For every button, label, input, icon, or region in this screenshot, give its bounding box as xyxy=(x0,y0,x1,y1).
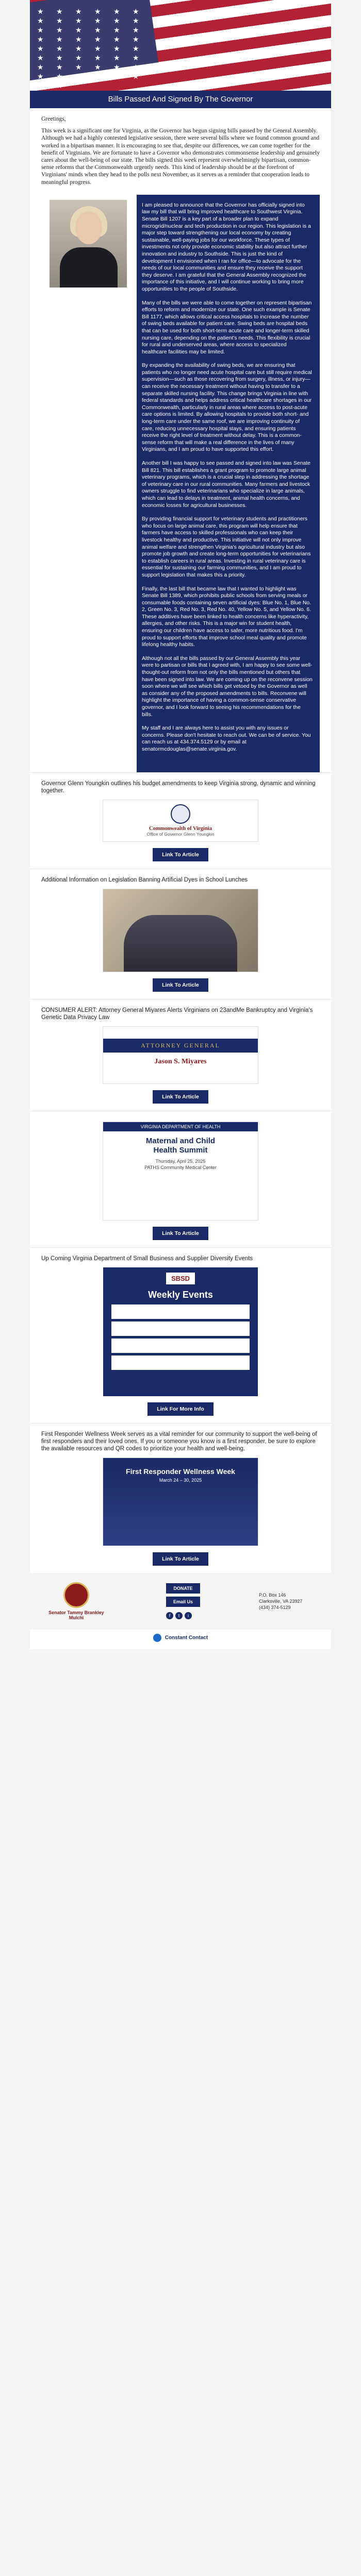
link-to-article-button[interactable]: Link To Article xyxy=(153,848,208,861)
card-title: Commonwealth of Virginia xyxy=(149,826,212,832)
card-header: VIRGINIA DEPARTMENT OF HEALTH xyxy=(103,1122,258,1131)
social-links xyxy=(166,1612,200,1619)
release-paragraph: Another bill I was happy to see passed and signed into law was Senate Bill 821. This bill establishes a grant program to promote large animal veterinary programs, which is a crucial step in addressing the shortage of veterinary care in our rural communities. Many farmers and livestock owners struggle to find veterinarians who specialize in large animals, which can lead to delays in treatment, animal health concerns, and economic losses for agricultural businesses. xyxy=(142,461,310,509)
card-subtitle: Office of Governor Glenn Youngkin xyxy=(146,832,215,837)
release-paragraph: Finally, the last bill that became law that I wanted to highlight was Senate Bill 1389, which prohibits public schools from serving meals or consumable foods containing seven artificial dyes: Blue No. 1, Blue No. 2, Green No. 3, Red No. 3, Red No. 40, Yellow No. 5, and Yellow No. 6. These additives have been linked to health concerns like hyperactivity, allergies, and other risks. This is a major win for student health, ensuring our children have access to safer, more nutritious food. I'm proud to support efforts that improve school meal quality and promote lifelong healthy habits. xyxy=(142,586,311,648)
phone-number: (434) 374-5129 xyxy=(259,1604,291,1610)
attorney-general-card xyxy=(103,1026,258,1084)
section-health-summit xyxy=(30,1111,331,1247)
section-consumer-alert xyxy=(30,999,331,1111)
section-governor-budget xyxy=(30,772,331,869)
link-to-article-button[interactable]: Link To Article xyxy=(153,978,208,992)
card-subtitle: March 24 – 30, 2025 xyxy=(159,1477,202,1483)
link-to-article-button[interactable]: Link To Article xyxy=(153,1090,208,1104)
facebook-icon[interactable]: f xyxy=(166,1612,173,1619)
sbsd-events-card xyxy=(103,1267,258,1396)
event-row xyxy=(111,1355,250,1370)
card-title: First Responder Wellness Week xyxy=(126,1467,235,1476)
header-banner xyxy=(30,0,331,108)
seal-caption: Senator Tammy Brankley Mulchi xyxy=(48,1609,104,1620)
constant-contact-badge[interactable] xyxy=(30,1630,331,1649)
constant-contact-icon xyxy=(153,1634,161,1642)
section-text: Governor Glenn Youngkin outlines his budget amendments to keep Virginia strong, dynamic and winning together. xyxy=(41,780,316,794)
sbsd-logo: SBSD xyxy=(166,1273,195,1284)
footer xyxy=(30,1573,331,1630)
address-line: P.O. Box 146 xyxy=(259,1592,286,1598)
event-row xyxy=(111,1338,250,1353)
constant-contact-label: Constant Contact xyxy=(165,1635,208,1641)
governor-card xyxy=(103,800,258,842)
card-title: Weekly Events xyxy=(148,1289,213,1300)
instagram-icon[interactable]: i xyxy=(185,1612,192,1619)
school-lunch-photo xyxy=(103,889,258,972)
event-row xyxy=(111,1321,250,1336)
footer-buttons xyxy=(166,1583,200,1619)
senator-seal xyxy=(45,1582,107,1620)
release-paragraph: Many of the bills we were able to come together on represent bipartisan efforts to reform and modernize our state. One such example is Senate Bill 1177, which allows critical access hospitals to increase the number of swing beds available for patient care. Swing beds are hospital beds that can be used for both short-term acute care and longer-term skilled nursing care, depending on the patient's needs. This flexibility is crucial for rural and underserved areas, where access to specialized healthcare facilities may be limited. xyxy=(142,300,312,355)
donate-button[interactable]: DONATE xyxy=(166,1583,200,1594)
intro-text xyxy=(30,108,331,195)
release-text xyxy=(137,195,320,772)
senate-seal-icon xyxy=(63,1582,89,1608)
release-paragraph: By expanding the availability of swing beds, we are ensuring that patients who no longer need acute hospital care but still require medical supervision—such as those recovering from surgery, illness, or injury—can receive the necessary treatment without having to transfer to a separate skilled nursing facility. This change brings Virginia in line with federal standards and helps address critical healthcare shortages in our Commonwealth, particularly in rural areas where access to post-acute care options is limited. By allowing hospitals to provide both short- and long-term care under the same roof, we are improving continuity of care, reducing unnecessary hospital stays, and ensuring patients receive the right level of treatment without delay. This is a common-sense reform that will make a real difference in the lives of many Virginians, and I am proud to have supported this effort. xyxy=(142,363,312,453)
card-title-line: Maternal and Child xyxy=(145,1136,216,1145)
card-title-line: Health Summit xyxy=(153,1145,208,1155)
event-row xyxy=(111,1304,250,1319)
release-block xyxy=(30,195,331,772)
card-location: PATHS Community Medical Center xyxy=(144,1164,217,1170)
link-to-article-button[interactable]: Link To Article xyxy=(153,1552,208,1566)
release-paragraph: By providing financial support for veterinary students and practitioners who focus on large animal care, this program will help ensure that farmers have access to skilled professionals who can keep their livestock healthy and productive. This initiative will not only improve animal welfare and strengthen Virginia's agricultural industry but also promote job growth and create long-term opportunities for veterinarians to establish careers in rural areas. Investing in rural veterinary care is essential for sustaining our farming communities, and I am proud to support legislation that makes this a priority. xyxy=(142,516,311,578)
mailing-address xyxy=(259,1592,316,1611)
card-date: Thursday, April 25, 2025 xyxy=(155,1158,206,1164)
banner-title: Bills Passed And Signed By The Governor xyxy=(30,91,331,108)
section-text: First Responder Wellness Week serves as a vital reminder for our community to support the well-being of first responders and their loved ones. If you or someone you know is a first responder, be sure to explore the available resources and QR codes to prioritize your health and well-being. xyxy=(41,1431,317,1452)
address-line: Clarksville, VA 23927 xyxy=(259,1598,303,1604)
section-text: Up Coming Virginia Department of Small Business and Supplier Diversity Events xyxy=(41,1255,253,1262)
email-us-button[interactable]: Email Us xyxy=(166,1597,200,1607)
section-text: CONSUMER ALERT: Attorney General Miyares Alerts Virginians on 23andMe Bankruptcy and Virginia's Genetic Data Privacy Law xyxy=(41,1007,313,1021)
link-for-more-info-button[interactable]: Link For More Info xyxy=(147,1402,214,1416)
email-page xyxy=(30,0,331,1649)
section-first-responder xyxy=(30,1423,331,1573)
release-paragraph: My staff and I are always here to assist you with any issues or concerns. Please don't hesitate to reach out. We can be of service. You can reach us at 434.374.5129 or by email at senatormcdouglas@senate.virginia.gov. xyxy=(142,725,311,752)
flag-stars: ★ ★ ★ ★ ★ ★ ★ ★ ★ ★ ★ ★ ★ ★ ★ ★ ★ ★ ★ ★ ★ ★ ★ ★ ★ ★ ★ ★ ★ ★ ★ ★ ★ ★ ★ ★ ★ ★ ★ ★ ★ ★ ★ ★ ★ ★ ★ ★ ★ ★ xyxy=(37,8,144,90)
virginia-seal-icon xyxy=(171,804,190,824)
ag-header: ATTORNEY GENERAL xyxy=(103,1039,258,1053)
senator-portrait xyxy=(50,200,127,287)
intro-paragraph: This week is a significant one for Virginia, as the Governor has begun signing bills passed by the General Assembly. Although we had a highly contested legislative session, there were several bills where we found common ground and worked in a bipartisan manner. It is encouraging to see that, despite our differences, we can come together for the benefit of Virginians. We are fortunate to have a Governor who demonstrates commonsense leadership and genuinely cares about the well-being of our state. The bills signed this week represent overwhelmingly bipartisan, common-sense reforms that the Commonwealth urgently needs. This kind of leadership should be at the forefront of Virginians' minds when they head to the polls next November, as it serves as a reminder that cooperation leads to meaningful progress. xyxy=(41,128,320,185)
link-to-article-button[interactable]: Link To Article xyxy=(153,1227,208,1240)
section-text: Additional Information on Legislation Banning Artificial Dyes in School Lunches xyxy=(41,876,248,883)
section-sbsd-events xyxy=(30,1247,331,1423)
release-paragraph: Although not all the bills passed by our General Assembly this year were to partisan or bills that I agreed with, I am happy to see some well-thought-out reform from not only the bills mentioned but others that have been signed into law. We are coming up on the reconvene session soon where we will see which bills get vetoed by the Governor as well as consider any of the proposed amendments to bills. Reconvene will highlight the importance of having a common-sense conservative governor, and I look forward to seeing his recommendations for the bills. xyxy=(142,655,313,718)
health-summit-card xyxy=(103,1122,258,1221)
twitter-icon[interactable]: t xyxy=(175,1612,183,1619)
first-responder-card xyxy=(103,1458,258,1546)
section-artificial-dyes xyxy=(30,869,331,999)
release-paragraph: I am pleased to announce that the Governor has officially signed into law my bill that will bring improved healthcare to Southwest Virginia. Senate Bill 1207 is a key part of a broader plan to expand microgrid/nuclear and tech production in our region. This legislation is a major step toward strengthening our local economy by creating sustainable, well-paying jobs for our workforce. These types of investments not only provide economic stability but also attract further innovation and industry to Southside. This is just the kind of development I envisioned when I ran for office—to advocate for the needs of our local communities and ensure they receive the support they deserve. I am grateful that the General Assembly recognized the importance of this initiative, and I will continue working to bring more opportunities to the people of Southside. xyxy=(142,202,311,292)
greeting: Greetings, xyxy=(41,116,66,122)
release-left xyxy=(41,195,137,772)
ag-name: Jason S. Miyares xyxy=(154,1058,207,1066)
